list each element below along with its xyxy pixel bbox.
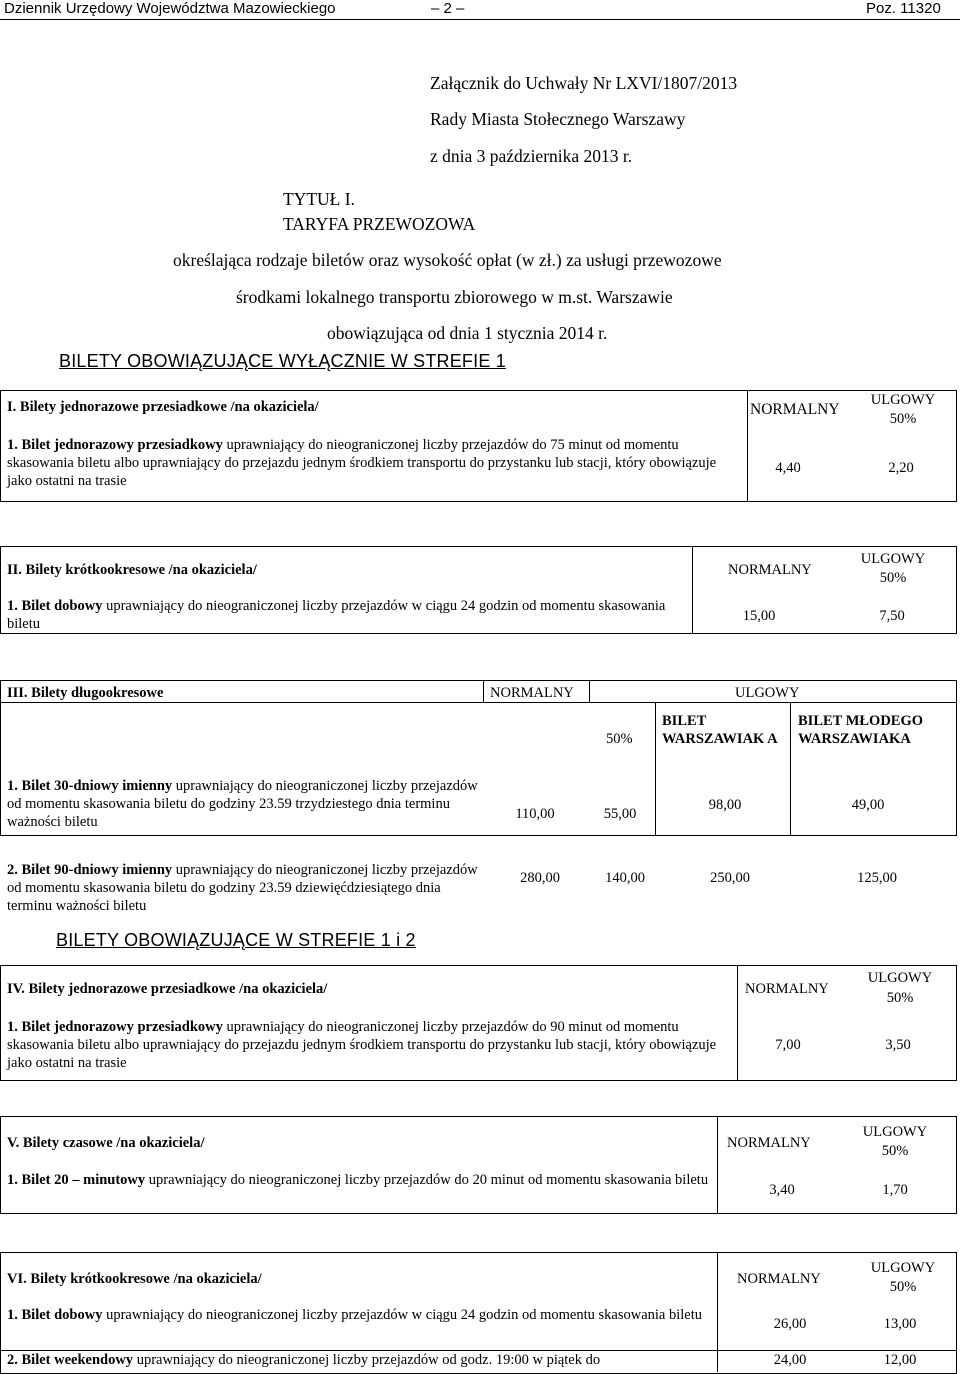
normal-label: NORMALNY (750, 401, 840, 418)
section-4-item-1 (7, 1018, 735, 1072)
section-1-item-1 (7, 436, 743, 490)
item-bold: 1. Bilet 20 – minutowy (7, 1172, 146, 1188)
section-3-item-1 (7, 777, 483, 831)
page-number: – 2 – (431, 0, 465, 17)
reduced-pct: 50% (606, 731, 633, 747)
item-text: uprawniający do nieograniczonej liczby przejazdów do 90 minut od momentu skasowania biletu albo uprawniający do przejazdu jednym środkiem transportu do przystanku lub stacji, który obowiązuje jako ostatni na trasie (7, 1019, 717, 1071)
s4-price-reduced: 3,50 (885, 1037, 911, 1053)
s3-i1-warsaw: 98,00 (708, 797, 742, 813)
section-6-divider (717, 1252, 718, 1372)
item-bold: 1. Bilet jednorazowy przesiadkowy (7, 437, 223, 453)
s1-price-reduced: 2,20 (888, 460, 914, 476)
item-text: uprawniający do nieograniczonej liczby przejazdów w ciągu 24 godzin od momentu skasowania biletu (7, 598, 666, 632)
zone-1-2-heading: BILETY OBOWIĄZUJĄCE W STREFIE 1 i 2 (56, 930, 416, 950)
section-1-divider (747, 390, 748, 502)
normal-label: NORMALNY (490, 685, 574, 701)
section-1-title (7, 399, 319, 416)
reduced-label: ULGOWY (870, 1260, 936, 1276)
section-6-item-1 (7, 1306, 715, 1324)
s1-price-normal: 4,40 (775, 460, 801, 476)
s6-i1-reduced: 13,00 (883, 1316, 917, 1332)
title-line-5: obowiązująca od dnia 1 stycznia 2014 r. (327, 323, 608, 343)
item-bold: 1. Bilet 30-dniowy imienny (7, 778, 173, 794)
title-line-1: TYTUŁ I. (283, 189, 355, 209)
s5-price-reduced: 1,70 (882, 1182, 908, 1198)
s6-i1-normal: 26,00 (773, 1316, 807, 1332)
reduced-label: ULGOWY (870, 392, 936, 408)
reduced-pct: 50% (889, 1279, 917, 1295)
s3-i2-young: 125,00 (857, 870, 897, 886)
section-2-divider (692, 546, 693, 634)
s3-i1-reduced: 55,00 (603, 806, 637, 822)
section-3-title (7, 685, 163, 702)
col-warsaw-card: BILET WARSZAWIAK A (662, 713, 778, 747)
section-4-divider (737, 965, 738, 1081)
item-bold: 1. Bilet jednorazowy przesiadkowy (7, 1019, 223, 1035)
item-text: uprawniający do nieograniczonej liczby przejazdów w ciągu 24 godzin od momentu skasowania biletu (102, 1307, 703, 1323)
s3-i2-reduced: 140,00 (605, 870, 645, 886)
s3-div-2 (589, 680, 590, 702)
reduced-pct: 50% (881, 1143, 909, 1159)
reduced-label: ULGOWY (862, 1124, 928, 1140)
reduced-pct: 50% (879, 570, 907, 586)
header-rule (0, 19, 960, 20)
col-young-warsaw-card: BILET MŁODEGO WARSZAWIAKA (798, 713, 924, 747)
reduced-label: ULGOWY (860, 551, 926, 567)
section-5-box (0, 1116, 957, 1214)
section-6-title (7, 1271, 262, 1288)
section-4-title (7, 981, 327, 998)
s5-price-normal: 3,40 (769, 1182, 795, 1198)
normal-label: NORMALNY (727, 1135, 811, 1151)
s2-price-normal: 15,00 (742, 608, 776, 624)
item-text: uprawniający do nieograniczonej liczby przejazdów od godz. 19:00 w piątek do (133, 1352, 601, 1368)
item-bold: 1. Bilet dobowy (7, 1307, 103, 1323)
section-3-title-text: III. Bilety długookresowe (7, 685, 164, 701)
section-4-title-text: IV. Bilety jednorazowe przesiadkowe /na okaziciela/ (7, 981, 328, 997)
section-3-header-rule (0, 702, 957, 703)
section-5-divider (717, 1116, 718, 1214)
section-5-title-text: V. Bilety czasowe /na okaziciela/ (7, 1135, 205, 1151)
s3-i1-young: 49,00 (851, 797, 885, 813)
item-bold: 2. Bilet 90-dniowy imienny (7, 862, 173, 878)
item-text: uprawniający do nieograniczonej liczby przejazdów od momentu skasowania biletu do godziny 23.59 trzydziestego dnia terminu ważności biletu (7, 778, 478, 830)
reduced-pct: 50% (886, 990, 914, 1006)
annex-line-3: z dnia 3 października 2013 r. (430, 146, 633, 166)
s3-div-4 (790, 702, 791, 836)
reduced-label: ULGOWY (867, 970, 933, 986)
section-2-item-1 (7, 597, 691, 633)
journal-name: Dziennik Urzędowy Województwa Mazowieckiego (4, 0, 336, 17)
s3-i2-normal: 280,00 (520, 870, 560, 886)
annex-line-2: Rady Miasta Stołecznego Warszawy (430, 109, 686, 129)
section-6-title-text: VI. Bilety krótkookresowe /na okaziciela/ (7, 1271, 262, 1287)
s4-price-normal: 7,00 (775, 1037, 801, 1053)
s3-i1-normal: 110,00 (515, 806, 555, 822)
s3-i2-warsaw: 250,00 (710, 870, 750, 886)
s6-i2-normal: 24,00 (773, 1352, 807, 1368)
s3-div-1 (483, 680, 484, 702)
annex-line-1: Załącznik do Uchwały Nr LXVI/1807/2013 (430, 73, 738, 93)
section-5-title (7, 1135, 204, 1152)
item-bold: 2. Bilet weekendowy (7, 1352, 134, 1368)
item-bold: 1. Bilet dobowy (7, 598, 103, 614)
item-text: uprawniający do nieograniczonej liczby przejazdów do 20 minut od momentu skasowania biletu (145, 1172, 709, 1188)
s3-div-3 (655, 702, 656, 836)
item-text: uprawniający do nieograniczonej liczby przejazdów od momentu skasowania biletu do godziny 23.59 dziewięćdziesiątego dnia terminu ważności biletu (7, 862, 478, 914)
s6-i2-reduced: 12,00 (883, 1352, 917, 1368)
normal-label: NORMALNY (728, 562, 812, 578)
normal-label: NORMALNY (737, 1271, 821, 1287)
section-3-item-2 (7, 861, 483, 915)
section-5-item-1 (7, 1171, 715, 1189)
section-6-item-2 (7, 1352, 600, 1369)
normal-label: NORMALNY (745, 981, 829, 997)
reduced-label: ULGOWY (735, 685, 800, 701)
section-2-title-text: II. Bilety krótkookresowe /na okaziciela/ (7, 562, 257, 578)
section-1-title-text: I. Bilety jednorazowe przesiadkowe /na okaziciela/ (7, 399, 319, 415)
s2-price-reduced: 7,50 (879, 608, 905, 624)
title-line-3: określająca rodzaje biletów oraz wysokość opłat (w zł.) za usługi przewozowe (173, 250, 722, 270)
section-2-title (7, 562, 257, 579)
title-line-4: środkami lokalnego transportu zbiorowego w m.st. Warszawie (236, 287, 673, 307)
reduced-pct: 50% (889, 411, 917, 427)
item-text: uprawniający do nieograniczonej liczby przejazdów do 75 minut od momentu skasowania biletu albo uprawniający do przejazdu jednym środkiem transportu do przystanku lub stacji, który obowiązuje jako ostatni na trasie (7, 437, 717, 489)
position-number: Poz. 11320 (866, 0, 941, 17)
title-line-2: TARYFA PRZEWOZOWA (283, 214, 476, 234)
section-6-row-rule (0, 1350, 957, 1351)
zone-1-heading: BILETY OBOWIĄZUJĄCE WYŁĄCZNIE W STREFIE 1 (59, 351, 506, 371)
